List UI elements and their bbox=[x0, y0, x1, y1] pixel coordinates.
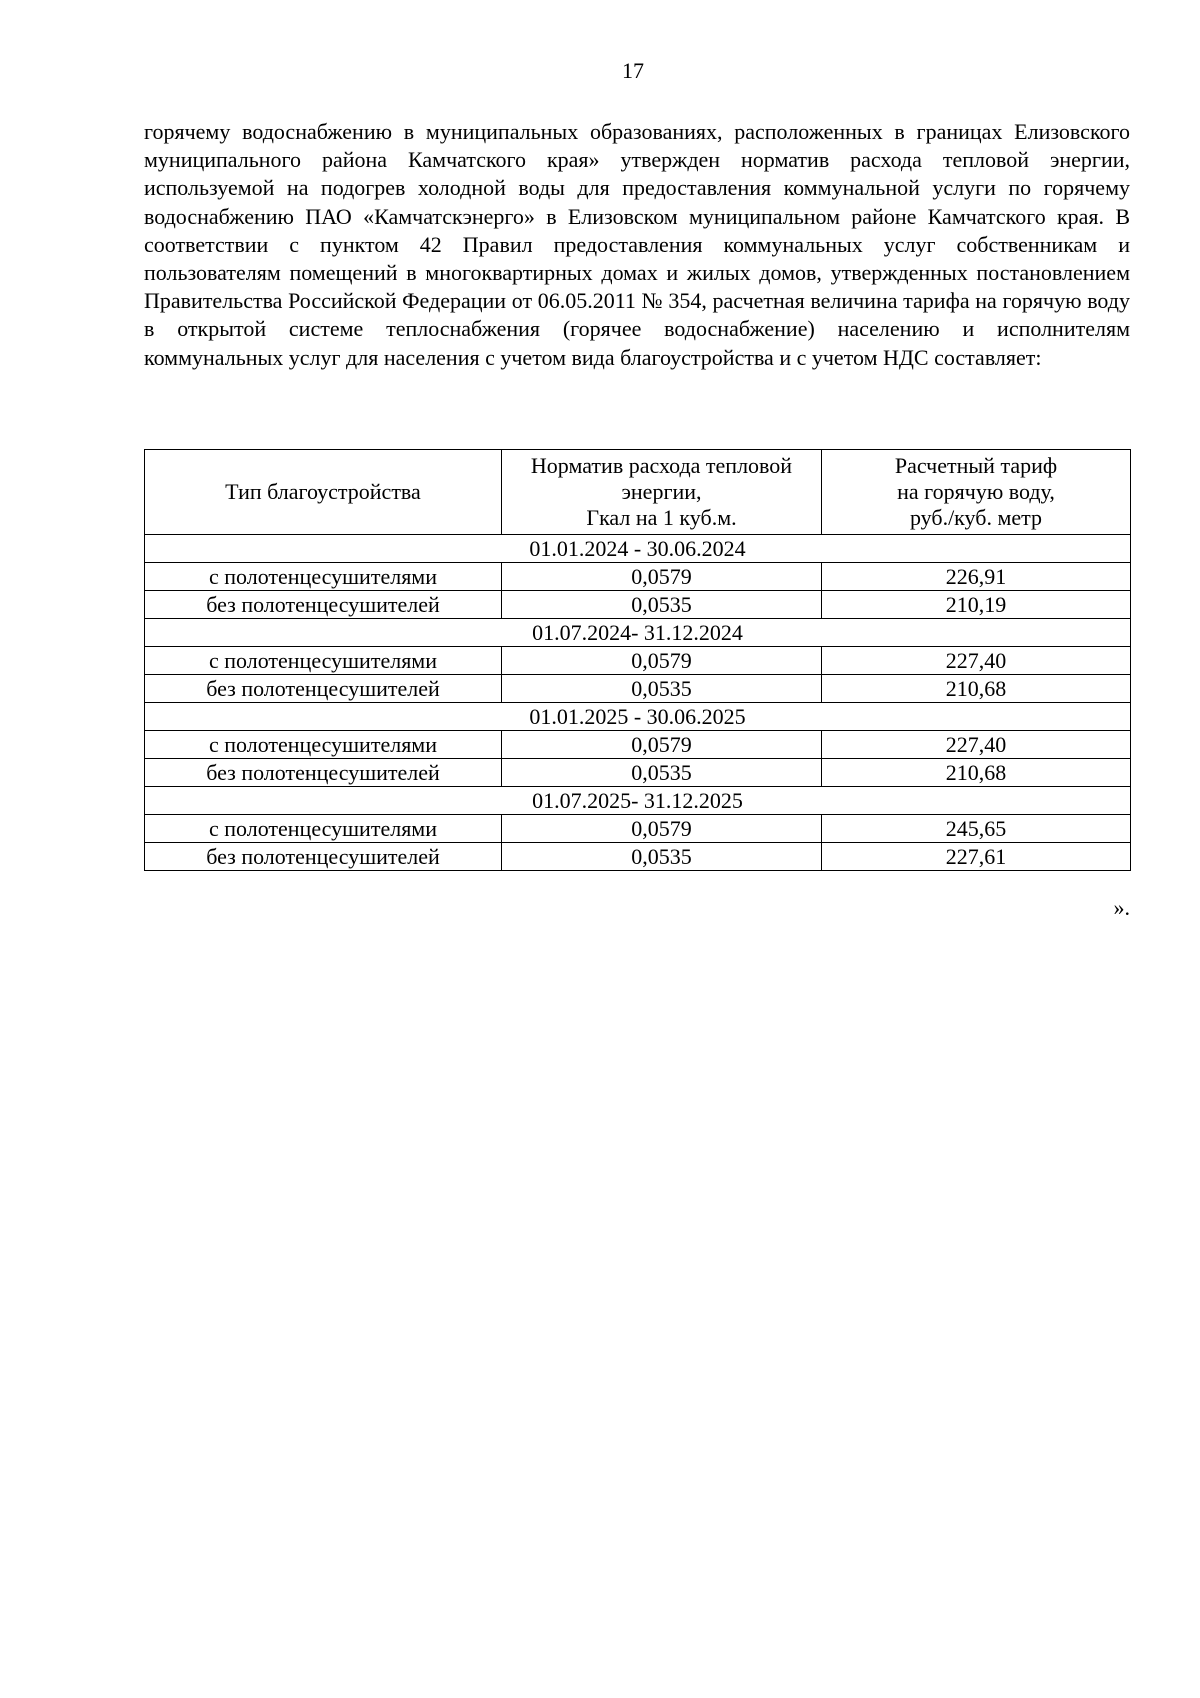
header-norm bbox=[502, 450, 822, 535]
period-cell: 01.07.2024- 31.12.2024 bbox=[145, 619, 1131, 647]
period-row bbox=[145, 535, 1131, 563]
header-tariff bbox=[822, 450, 1131, 535]
table-row bbox=[145, 563, 1131, 591]
cell-tariff: 227,40 bbox=[822, 731, 1131, 759]
header-type bbox=[145, 450, 502, 535]
period-cell: 01.01.2024 - 30.06.2024 bbox=[145, 535, 1131, 563]
cell-type: с полотенцесушителями bbox=[145, 647, 502, 675]
cell-type: с полотенцесушителями bbox=[145, 563, 502, 591]
table-row bbox=[145, 815, 1131, 843]
table-row bbox=[145, 647, 1131, 675]
cell-type: без полотенцесушителей bbox=[145, 675, 502, 703]
period-row bbox=[145, 787, 1131, 815]
cell-tariff: 227,40 bbox=[822, 647, 1131, 675]
cell-type: с полотенцесушителями bbox=[145, 731, 502, 759]
cell-norm: 0,0579 bbox=[502, 815, 822, 843]
header-norm-line2: энергии, bbox=[621, 479, 702, 504]
cell-norm: 0,0579 bbox=[502, 563, 822, 591]
cell-norm: 0,0579 bbox=[502, 647, 822, 675]
body-text bbox=[144, 118, 1130, 372]
table-row bbox=[145, 731, 1131, 759]
table-row bbox=[145, 759, 1131, 787]
header-norm-line3: Гкал на 1 куб.м. bbox=[586, 505, 737, 530]
table-row bbox=[145, 843, 1131, 871]
header-norm-line1: Норматив расхода тепловой bbox=[530, 453, 793, 478]
cell-type: без полотенцесушителей bbox=[145, 759, 502, 787]
closing-quote-mark: ». bbox=[1113, 895, 1130, 920]
cell-tariff: 210,68 bbox=[822, 675, 1131, 703]
table-header-row bbox=[145, 450, 1131, 535]
cell-norm: 0,0535 bbox=[502, 591, 822, 619]
period-cell: 01.01.2025 - 30.06.2025 bbox=[145, 703, 1131, 731]
header-tariff-line1: Расчетный тариф bbox=[894, 453, 1058, 478]
cell-tariff: 227,61 bbox=[822, 843, 1131, 871]
table-header bbox=[145, 450, 1131, 535]
cell-norm: 0,0535 bbox=[502, 759, 822, 787]
header-tariff-line2: на горячую воду, bbox=[897, 479, 1055, 504]
cell-tariff: 245,65 bbox=[822, 815, 1131, 843]
cell-tariff: 226,91 bbox=[822, 563, 1131, 591]
header-tariff-line3: руб./куб. метр bbox=[909, 505, 1043, 530]
page-number: 17 bbox=[622, 58, 644, 83]
cell-type: без полотенцесушителей bbox=[145, 843, 502, 871]
cell-type: с полотенцесушителями bbox=[145, 815, 502, 843]
cell-tariff: 210,19 bbox=[822, 591, 1131, 619]
period-row bbox=[145, 703, 1131, 731]
table-body bbox=[145, 535, 1131, 871]
cell-norm: 0,0535 bbox=[502, 675, 822, 703]
period-cell: 01.07.2025- 31.12.2025 bbox=[145, 787, 1131, 815]
table-row bbox=[145, 675, 1131, 703]
cell-type: без полотенцесушителей bbox=[145, 591, 502, 619]
period-row bbox=[145, 619, 1131, 647]
cell-norm: 0,0579 bbox=[502, 731, 822, 759]
body-paragraph: горячему водоснабжению в муниципальных образованиях, расположенных в границах Елизовского муниципального района Камчатского края» утвержден норматив расхода тепловой энергии, используемой на подогрев холодной воды для предоставления коммунальной услуги по горячему водоснабжению ПАО «Камчатскэнерго» в Елизовском муниципальном районе Камчатского края. В соответствии с пунктом 42 Правил предоставления коммунальных услуг собственникам и пользователям помещений в многоквартирных домах и жилых домов, утвержденных постановлением Правительства Российской Федерации от 06.05.2011 № 354, расчетная величина тарифа на горячую воду в открытой системе теплоснабжения (горячее водоснабжение) населению и исполнителям коммунальных услуг для населения с учетом вида благоустройства и с учетом НДС составляет: bbox=[144, 119, 1130, 370]
table-row bbox=[145, 591, 1131, 619]
tariff-table bbox=[144, 449, 1131, 871]
header-type-label: Тип благоустройства bbox=[225, 479, 421, 504]
cell-tariff: 210,68 bbox=[822, 759, 1131, 787]
cell-norm: 0,0535 bbox=[502, 843, 822, 871]
